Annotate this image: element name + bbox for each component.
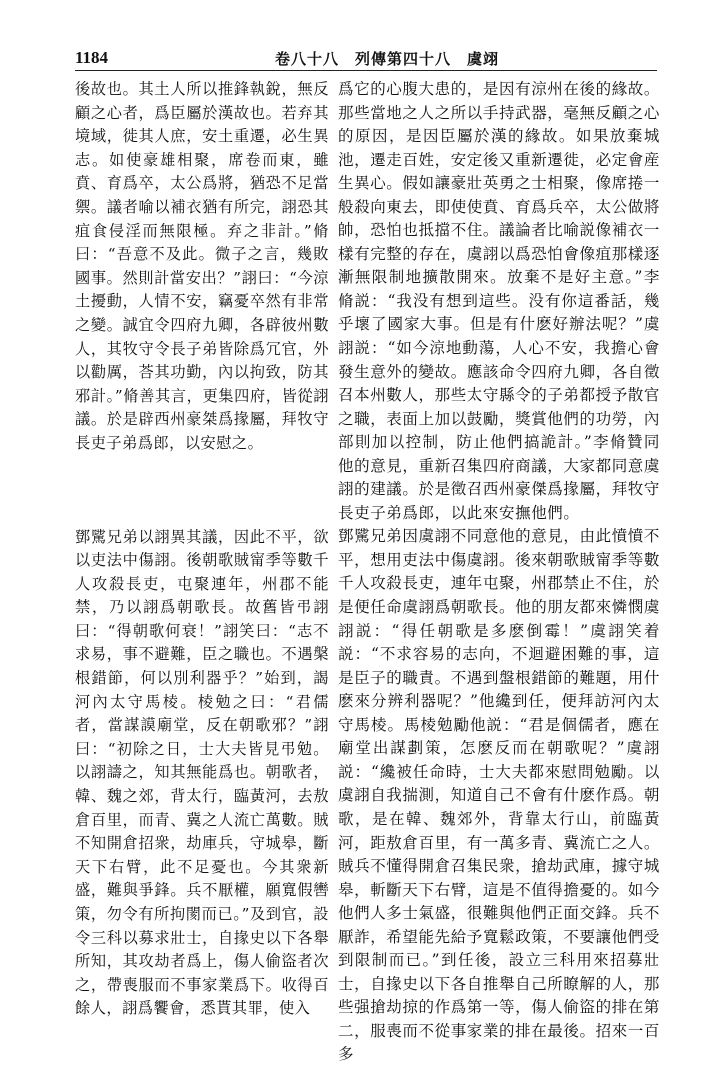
classical-paragraph-2: 鄧騭兄弟以詡異其議，因此不平，欲以吏法中傷詡。後朝歌賊甯季等數千人攻殺長吏，屯聚連年，州郡不能禁，乃以詡爲朝歌長。故舊皆弔詡曰：“得朝歌何衰！”詡笑曰：“志不求易，事不避難，臣之職也。不遇槃根錯節，何以別利器乎？”始到，謁河內太守馬棱。棱勉之曰：“君儒者，當謀謨廟堂，反在朝歌邪？”詡曰：“初除之日，士大夫皆見弔勉。以詡譸之，知其無能爲也。朝歌者，韓、魏之郊，背太行，臨黃河，去敖倉百里，而青、冀之人流亡萬數。賊不知開倉招衆，劫庫兵，守城皋，斷天下右臂，此不足憂也。今其衆新盛，難與爭鋒。兵不厭權，願寬假轡策，勿令有所拘閡而已。”及到官，設令三科以募求壯士，自掾史以下各舉所知，其攻劫者爲上，傷人偷盜者次之，帶喪服而不事家業爲下。收得百餘人，詡爲饗會，悉貰其罪，使入: [75, 527, 329, 1018]
page-number: 1184: [75, 48, 109, 67]
translation-paragraph-1: 爲它的心腹大患的，是因有涼州在後的緣故。那些當地之人之所以手持武器，毫無反顧之心的原因，是因臣屬於漢的緣故。如果放棄城池，遷走百姓，安定後又重新遷徙，必定會産生異心。假如讓豪壯英勇之士相聚，像席捲一般殺向東去，即使使賁、育爲兵卒，太公做將帥，恐怕也抵擋不住。議論者比喻説像補衣一樣有完整的存在，虞詡以爲恐怕會像疽那樣逐漸無限制地擴散開來。放棄不是好主意。”李脩説：“我没有想到這些。没有你這番話，幾乎壞了國家大事。但是有什麽好辦法呢？”虞詡説：“如今涼地動蕩，人心不安，我擔心會發生意外的變故。應該命令四府九卿，各自徵召本州數人，那些太守縣令的子弟都授予散官之職，表面上加以鼓勵，獎賞他們的功勞，內部則加以控制，防止他們搞詭計。”李脩贊同他的意見，重新召集四府商議，大家都同意虞詡的建議。於是徵召西州豪傑爲掾屬，拜牧守長吏子弟爲郎，以此來安撫他們。: [338, 80, 661, 522]
page-header: [75, 44, 655, 68]
translation-paragraph-2: 鄧騭兄弟因虞詡不同意他的意見，由此憤憤不平，想用吏法中傷虞詡。後來朝歌賊甯季等數千人攻殺長吏，連年屯聚，州郡禁止不住，於是便任命虞詡爲朝歌長。他的朋友都來憐憫虞詡説：“得任朝歌是多麽倒霉！”虞詡笑着説：“不求容易的志向，不迴避困難的事，這是臣子的職責。不遇到盤根錯節的難題，用什麽來分辨利器呢？”他纔到任，便拜訪河內太守馬棱。馬棱勉勵他説：“君是個儒者，應在廟堂出謀劃策，怎麽反而在朝歌呢？”虞詡説：“纔被任命時，士大夫都來慰問勉勵。以虞詡自我揣測，知道自己不會有什麽作爲。朝歌，是在韓、魏郊外，背靠太行山，前臨黃河，距敖倉百里，有一萬多青、冀流亡之人。賊兵不懂得開倉召集民衆，搶劫武庫，據守城皋，斬斷天下右臂，這是不值得擔憂的。如今他們人多士氣盛，很難與他們正面交鋒。兵不厭詐，希望能先給予寬鬆政策，不要讓他們受到限制而已。”到任後，設立三科用來招募壯士，自掾史以下各自推舉自己所瞭解的人，那些强搶劫掠的作爲第一等，傷人偷盜的排在第二，服喪而不從事家業的排在最後。招來一百多: [338, 527, 661, 1064]
classical-paragraph-1: 後故也。其土人所以推鋒執銳，無反顧之心者，爲臣屬於漢故也。若弃其境域，徙其人庶，安土重遷，必生異志。如使豪雄相聚，席卷而東，雖賁、育爲卒，太公爲將，猶恐不足當禦。議者喻以補衣猶有所完，詡恐其疽食侵淫而無限極。弃之非計。”脩曰：“吾意不及此。微子之言，幾敗國事。然則計當安出？”詡曰：“今涼土擾動，人情不安，竊憂卒然有非常之變。誠宜令四府九卿，各辟彼州數人，其牧守令長子弟皆除爲冗官，外以勸厲，荅其功勤，內以拘致，防其邪計。”脩善其言，更集四府，皆從詡議。於是辟西州豪桀爲掾屬，拜牧守長吏子弟爲郎，以安慰之。: [75, 80, 329, 452]
header-rule: [75, 70, 657, 71]
classical-text-column: [75, 78, 329, 1021]
running-title: 卷八十八 列傳第四十八 虞翊: [275, 50, 500, 68]
translation-column: [338, 78, 660, 1067]
